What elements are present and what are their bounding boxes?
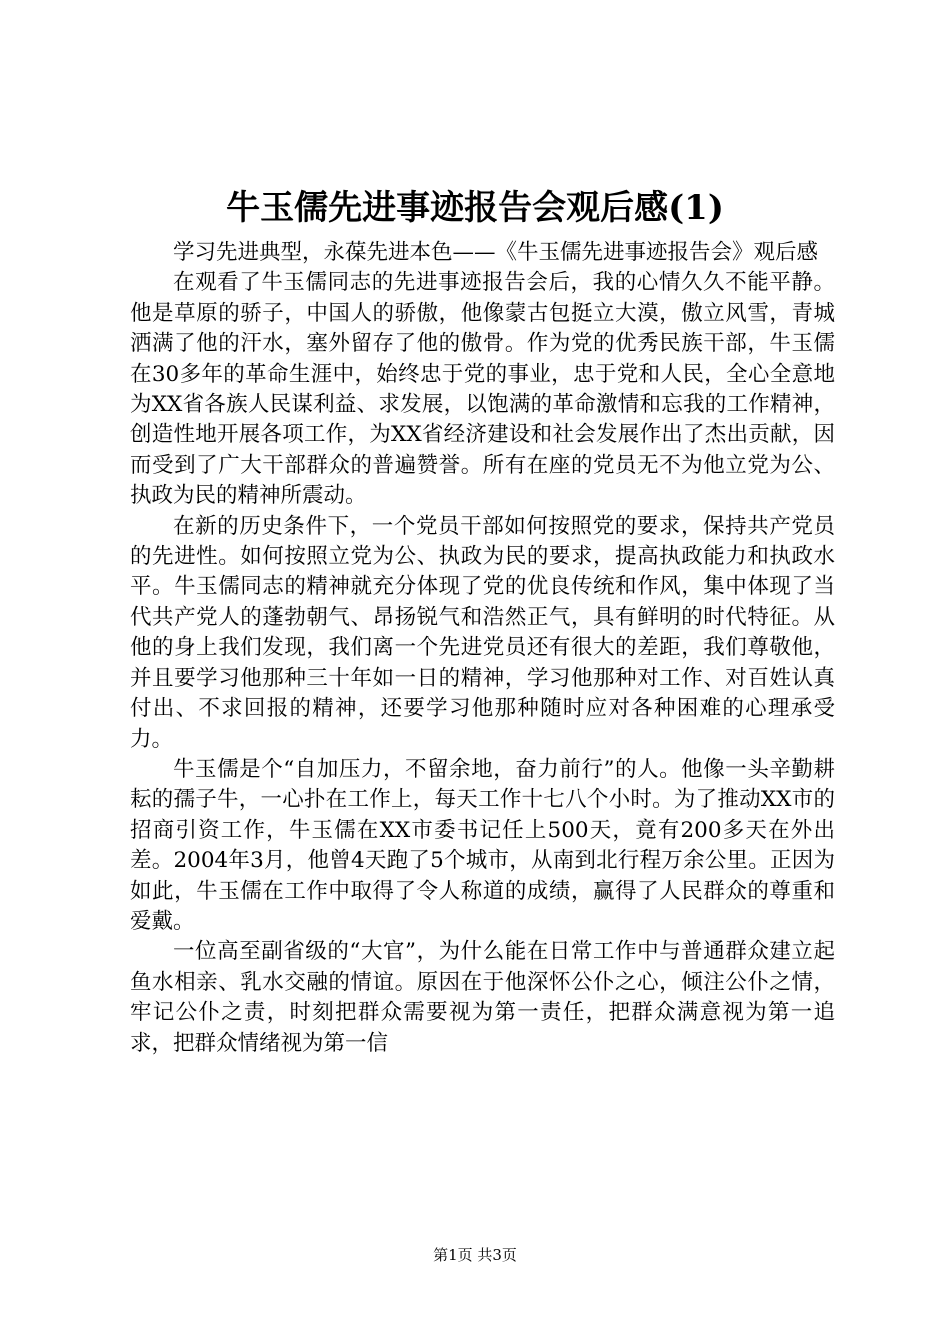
paragraph: 牛玉儒是个“自加压力，不留余地，奋力前行”的人。他像一头辛勤耕耘的孺子牛，一心扑在工作上，每天工作十七八个小时。为了推动XX市的招商引资工作，牛玉儒在XX市委书记任上500天，竟有200多天在外出差。2004年3月，他曾4天跑了5个城市，从南到北行程万余公里。正因为如此，牛玉儒在工作中取得了令人称道的成绩，赢得了人民群众的尊重和爱戴。 [130,756,835,934]
paragraph: 一位高至副省级的“大官”，为什么能在日常工作中与普通群众建立起鱼水相亲、乳水交融的情谊。原因在于他深怀公仆之心，倾注公仆之情，牢记公仆之责，时刻把群众需要视为第一责任，把群众满意视为第一追求，把群众情绪视为第一信 [130,939,835,1056]
paragraph: 在新的历史条件下，一个党员干部如何按照党的要求，保持共产党员的先进性。如何按照立党为公、执政为民的要求，提高执政能力和执政水平。牛玉儒同志的精神就充分体现了党的优良传统和作风，集中体现了当代共产党人的蓬勃朝气、昂扬锐气和浩然正气，具有鲜明的时代特征。从他的身上我们发现，我们离一个先进党员还有很大的差距，我们尊敬他，并且要学习他那种三十年如一日的精神，学习他那种对工作、对百姓认真付出、不求回报的精神，还要学习他那种随时应对各种困难的心理承受力。 [130,513,835,752]
document-title: 牛玉儒先进事迹报告会观后感(1) [226,188,724,228]
paragraph: 在观看了牛玉儒同志的先进事迹报告会后，我的心情久久不能平静。他是草原的骄子，中国人的骄傲，他像蒙古包挺立大漠，傲立风雪，青城洒满了他的汗水，塞外留存了他的傲骨。作为党的优秀民族干部，牛玉儒在30多年的革命生涯中，始终忠于党的事业，忠于党和人民，全心全意地为XX省各族人民谋利益、求发展，以饱满的革命激情和忘我的工作精神，创造性地开展各项工作，为XX省经济建设和社会发展作出了杰出贡献，因而受到了广大干部群众的普遍赞誉。所有在座的党员无不为他立党为公、执政为民的精神所震动。 [130,270,835,509]
document-body [130,238,835,1059]
page-number: 第1页 共3页 [433,1246,517,1264]
paragraph-subtitle: 学习先进典型，永葆先进本色——《牛玉儒先进事迹报告会》观后感 [173,240,819,265]
page-footer [0,1245,950,1265]
